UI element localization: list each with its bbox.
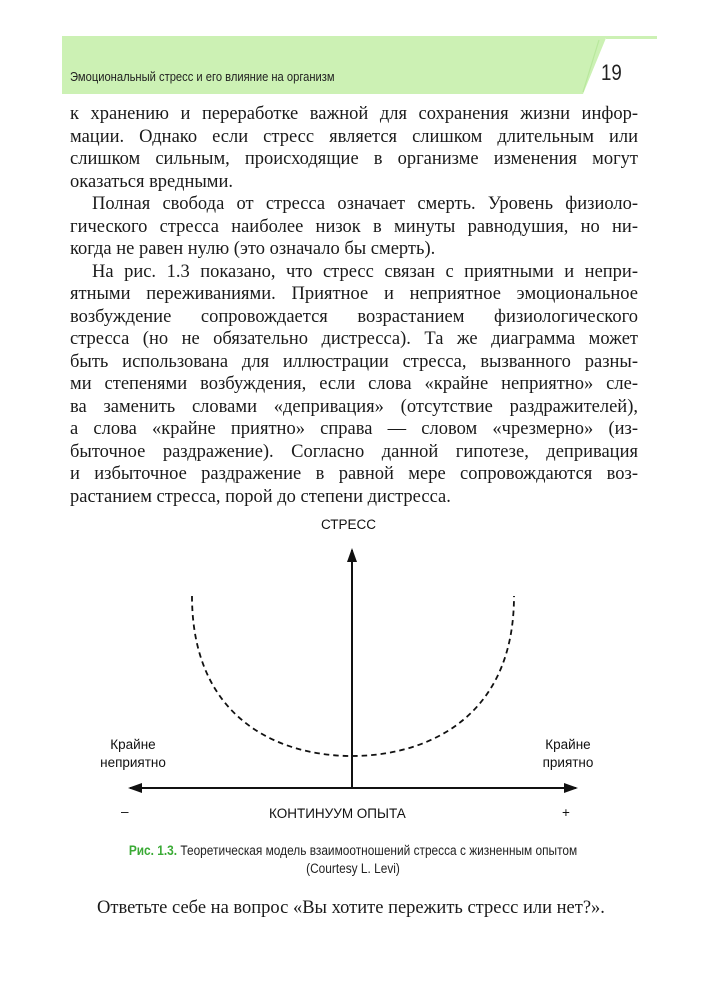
figure-label: Рис. 1.3. (128, 843, 178, 858)
diagram-graphic (0, 510, 707, 830)
plus-sign: + (562, 805, 570, 820)
running-header-title: Эмоциональный стресс и его влияние на организм (70, 69, 335, 84)
text-line: ми степенями возбуждения, если слова «крайне неприятно» сле- (70, 374, 638, 394)
closing-question: Ответьте себе на вопрос «Вы хотите пережить стресс или нет?». (97, 898, 605, 918)
text-line: и избыточное раздражение в равной мере сопровождаются воз- (70, 464, 638, 484)
left-label-line1: Крайне (110, 737, 156, 752)
y-axis-label: СТРЕСС (321, 517, 377, 532)
left-extreme-label (96, 736, 170, 772)
text-line: а слова «крайне приятно» справа — словом «чрезмерно» (из- (70, 419, 638, 439)
text-line: быточное раздражение). Согласно данной гипотезе, депривация (70, 441, 638, 462)
text-line: оказаться вредными. (70, 171, 234, 192)
paragraph-3 (70, 261, 638, 509)
text-line: Полная свобода от стресса означает смерть. Уровень физиоло- (92, 194, 638, 214)
text-line: возбуждение сопровождается возрастанием физиологического (70, 306, 638, 327)
body-text (70, 103, 638, 508)
text-line: ятными переживаниями. Приятное и неприятное эмоциональное (70, 284, 638, 304)
text-line: гического стресса наиболее низок в минуты равнодушия, но ни- (70, 216, 638, 237)
minus-sign: – (121, 804, 129, 819)
x-axis-label: КОНТИНУУМ ОПЫТА (269, 806, 406, 821)
right-label-line2: приятно (542, 755, 594, 770)
caption-text: Теоретическая модель взаимоотношений стресса с жизненным опытом (177, 843, 578, 858)
caption-line-1 (102, 842, 604, 860)
text-line: На рис. 1.3 показано, что стресс связан с приятными и непри- (92, 261, 638, 282)
caption-credit: (Courtesy L. Levi) (306, 861, 400, 876)
left-label-line2: неприятно (100, 755, 166, 770)
stress-diagram (0, 510, 707, 830)
text-line: слишком сильным, происходящие в организме изменения могут (70, 149, 638, 169)
page-number: 19 (601, 60, 622, 85)
text-line: когда не равен нулю (это означало бы смерть). (70, 239, 436, 259)
text-line: ва заменить словами «депривация» (отсутствие раздражителей), (70, 396, 638, 417)
right-extreme-label (530, 736, 606, 772)
text-line: стресса (но не обязательно дистресса). Та же диаграмма может (70, 329, 638, 349)
paragraph-2 (70, 193, 638, 261)
right-label-line1: Крайне (545, 737, 591, 752)
text-line: к хранению и переработке важной для сохранения жизни инфор- (70, 104, 638, 124)
figure-caption (68, 842, 638, 878)
text-line: растанием стресса, порой до степени дистресса. (70, 486, 451, 507)
text-line: быть использована для иллюстрации стресса, вызванного разны- (70, 351, 638, 372)
paragraph-1 (70, 103, 638, 193)
text-line: мации. Однако если стресс является слишком длительным или (70, 126, 638, 147)
